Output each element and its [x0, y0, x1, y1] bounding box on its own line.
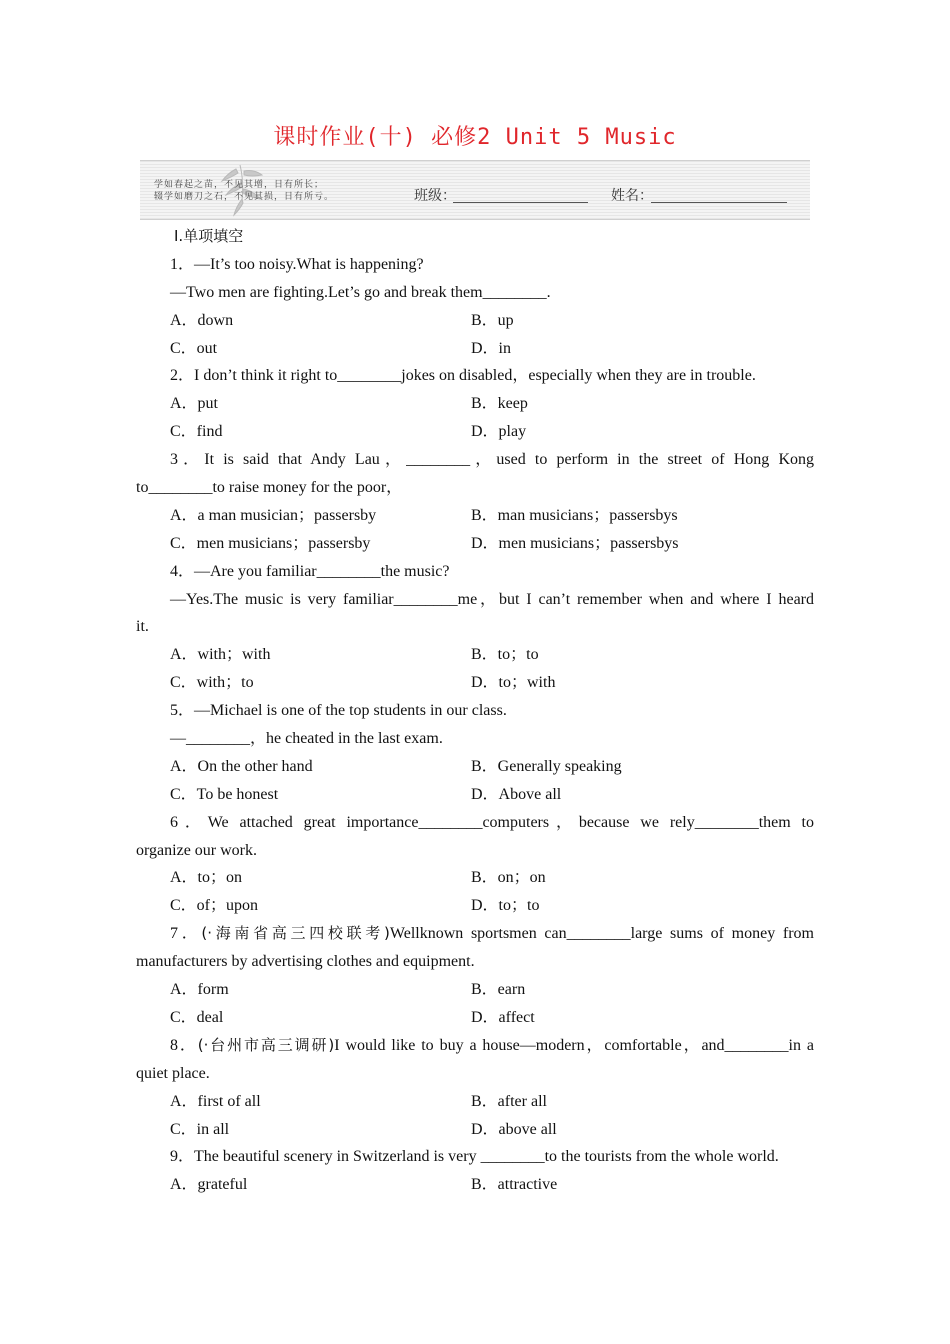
motto-line-2: 辍学如磨刀之石，不见其损，日有所亏。 — [154, 192, 335, 202]
question-text: 6．We attached great importance________computers，because we rely________them to — [170, 813, 814, 831]
question-source: (·海南省高三四校联考) — [201, 924, 390, 943]
question-text-cont: quiet place. — [136, 1064, 210, 1082]
motto-line-1: 学如春起之苗，不见其增，日有所长； — [154, 180, 325, 190]
question-text — [136, 920, 814, 948]
question-body: I would like to buy a house—modern，comfortable，and________in a — [334, 1036, 814, 1054]
section-heading: Ⅰ.单项填空 — [174, 227, 244, 245]
question-text: 9．The beautiful scenery in Switzerland is very ________to the tourists from the whole world. — [170, 1148, 779, 1166]
option-a[interactable]: A．with；with — [170, 646, 271, 664]
page-title: 课时作业(十) 必修2 Unit 5 Music — [273, 125, 677, 150]
option-a[interactable]: A．form — [170, 981, 229, 999]
header-banner — [140, 160, 810, 220]
option-b[interactable]: B．on；on — [471, 869, 546, 887]
question-text: 5．—Michael is one of the top students in our class. — [170, 702, 507, 720]
option-b[interactable]: B．after all — [471, 1092, 547, 1110]
option-a[interactable]: A．down — [170, 311, 234, 329]
option-a[interactable]: A．put — [170, 395, 219, 413]
question-3 — [136, 446, 814, 558]
question-text — [136, 1032, 814, 1060]
motto — [154, 179, 334, 203]
option-b[interactable]: B．man musicians；passersbys — [471, 506, 678, 524]
question-8 — [136, 1032, 814, 1144]
question-1 — [136, 251, 814, 363]
question-text: 2．I don’t think it right to________jokes on disabled，especially when they are in trouble. — [170, 367, 756, 385]
name-field[interactable] — [651, 202, 787, 203]
option-b[interactable]: B．attractive — [471, 1176, 558, 1194]
question-6 — [136, 809, 814, 921]
option-c[interactable]: C．with；to — [170, 674, 254, 692]
option-d[interactable]: D．to；with — [471, 674, 556, 692]
option-a[interactable]: A．grateful — [170, 1176, 248, 1194]
question-text: —________，he cheated in the last exam. — [170, 730, 443, 748]
question-text-cont: it. — [136, 618, 149, 636]
option-d[interactable]: D．men musicians；passersbys — [471, 534, 679, 552]
option-b[interactable]: B．to；to — [471, 646, 539, 664]
question-body: Wellknown sportsmen can________large sums of money from — [389, 925, 814, 943]
option-a[interactable]: A．first of all — [170, 1092, 261, 1110]
question-number: 8． — [170, 1036, 198, 1054]
option-a[interactable]: A．On the other hand — [170, 757, 313, 775]
option-c[interactable]: C．out — [170, 339, 218, 357]
question-text: 3．It is said that Andy Lau，________，used to perform in the street of Hong Kong — [170, 451, 815, 469]
option-d[interactable]: D．above all — [471, 1120, 557, 1138]
question-4 — [136, 558, 814, 697]
option-a[interactable]: A．a man musician；passersby — [170, 506, 377, 524]
question-source: (·台州市高三调研) — [197, 1035, 335, 1054]
option-c[interactable]: C．To be honest — [170, 785, 279, 803]
question-text: 1．—It’s too noisy.What is happening? — [170, 255, 424, 273]
exercise-content — [136, 223, 814, 1199]
class-field[interactable] — [453, 202, 588, 203]
question-text: —Yes.The music is very familiar________me，but I can’t remember when and where I heard — [170, 590, 814, 608]
option-d[interactable]: D．to；to — [471, 897, 540, 915]
name-label: 姓名： — [611, 188, 653, 204]
option-c[interactable]: C．of；upon — [170, 897, 259, 915]
question-2 — [136, 362, 814, 446]
question-7 — [136, 920, 814, 1032]
option-b[interactable]: B．up — [471, 311, 514, 329]
option-c[interactable]: C．find — [170, 423, 223, 441]
option-d[interactable]: D．affect — [471, 1008, 535, 1026]
option-d[interactable]: D．play — [471, 423, 527, 441]
option-b[interactable]: B．earn — [471, 981, 526, 999]
question-5 — [136, 697, 814, 809]
option-d[interactable]: D．Above all — [471, 785, 562, 803]
option-a[interactable]: A．to；on — [170, 869, 243, 887]
option-c[interactable]: C．deal — [170, 1008, 224, 1026]
option-c[interactable]: C．in all — [170, 1120, 230, 1138]
option-c[interactable]: C．men musicians；passersby — [170, 534, 371, 552]
option-b[interactable]: B．keep — [471, 395, 528, 413]
question-text: —Two men are fighting.Let’s go and break them________. — [170, 283, 551, 301]
option-d[interactable]: D．in — [471, 339, 512, 357]
question-text-cont: manufacturers by advertising clothes and equipment. — [136, 953, 475, 971]
option-b[interactable]: B．Generally speaking — [471, 757, 622, 775]
question-9 — [136, 1143, 814, 1199]
question-text: 4．—Are you familiar________the music? — [170, 562, 450, 580]
question-text-cont: organize our work. — [136, 841, 257, 859]
question-text-cont: to________to raise money for the poor， — [136, 479, 403, 497]
question-number: 7． — [170, 925, 202, 943]
class-label: 班级： — [414, 188, 456, 204]
